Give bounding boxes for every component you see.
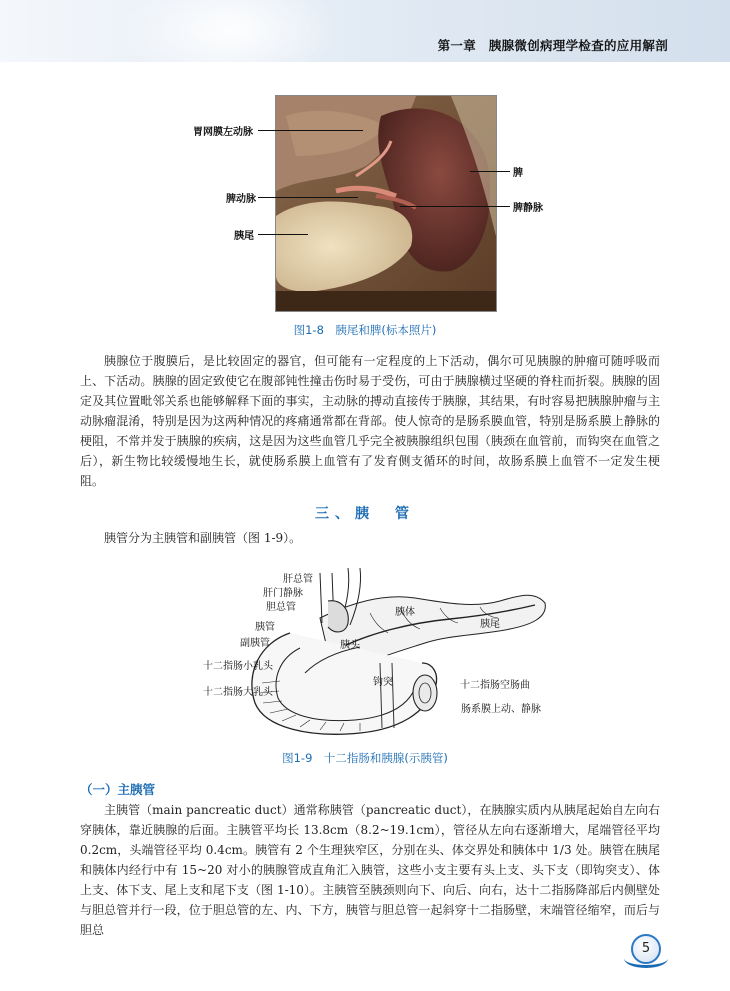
label-splenic-vein: 脾静脉 xyxy=(513,203,543,214)
label-uncinate: 钩突 xyxy=(373,677,393,688)
figure-1-8-caption: 图1-8 胰尾和脾(标本照片) xyxy=(293,323,437,337)
body-paragraph: 主胰管（main pancreatic duct）通常称胰管（pancreatic duct），在胰腺实质内从胰尾起始自左向右穿胰体，靠近胰腺的后面。主胰管平均长 13.8cm（8.2~19.1cm），管径从左向右逐渐增大，尾端管径平均 0.2cm，头端管径平均 0.4cm。胰管有 2 个生理狭窄区，分别在头、体交界处和胰体中 1/3 处。胰管在胰尾和胰体内经行中有 15~20 对小的胰腺管成直角汇入胰管，这些小支主要有头上支、头下支（即钩突支）、体上支、体下支、尾上支和尾下支（图 1-10）。主胰管至胰颈则向下、向后、向右，达十二指肠降部后内侧壁处与胆总管并行一段，位于胆总管的左、内、下方，胰管与胆总管一起斜穿十二指肠壁，末端管径缩窄，而后与胆总 xyxy=(80,803,660,937)
label-pancreas-tail: 胰尾 xyxy=(234,231,254,242)
specimen-photo xyxy=(275,95,497,312)
label-minor-papilla: 十二指肠小乳头 xyxy=(203,661,273,672)
label-bile-duct: 胆总管 xyxy=(266,602,296,613)
leader-line xyxy=(470,171,510,172)
label-major-papilla: 十二指肠大乳头 xyxy=(203,687,273,698)
leader-line xyxy=(400,206,510,207)
label-gastroepiploic-artery: 胃网膜左动脉 xyxy=(193,127,253,138)
label-accessory-duct: 副胰管 xyxy=(240,638,270,649)
duodenum-pancreas-illustration xyxy=(200,563,560,743)
section-title: 三、胰 管 xyxy=(315,506,415,522)
chapter-title: 第一章 胰腺微创病理学检查的应用解剖 xyxy=(437,38,668,53)
page-number: 5 xyxy=(631,934,661,964)
leader-line xyxy=(258,130,363,131)
label-hepatic-duct: 肝总管 xyxy=(283,574,313,585)
label-spleen: 脾 xyxy=(513,168,523,179)
page-header xyxy=(0,0,730,62)
label-portal-vein: 肝门静脉 xyxy=(263,588,303,599)
leader-line xyxy=(258,234,308,235)
intro-text: 胰管分为主胰管和副胰管（图 1-9）。 xyxy=(104,531,302,545)
header-decoration xyxy=(120,0,340,62)
subsection-heading: （一）主胰管 xyxy=(80,782,156,797)
label-pancreas-head: 胰头 xyxy=(340,640,360,651)
label-pancreatic-duct: 胰管 xyxy=(255,622,275,633)
label-splenic-artery: 脾动脉 xyxy=(226,194,256,205)
label-pancreas-tail: 胰尾 xyxy=(480,619,500,630)
label-pancreas-body: 胰体 xyxy=(395,607,415,618)
leader-line xyxy=(258,197,358,198)
body-paragraph: 胰腺位于腹膜后，是比较固定的器官，但可能有一定程度的上下活动，偶尔可见胰腺的肿瘤可随呼吸而上、下活动。胰腺的固定致使它在腹部钝性撞击伤时易于受伤，可由于胰腺横过坚硬的脊柱而折裂。胰腺的固定及其位置毗邻关系也能够解释下面的事实，主动脉的搏动直接传于胰腺，其结果，有时容易把胰腺肿瘤与主动脉瘤混淆，特别是因为这两种情况的疼痛通常都在背部。使人惊奇的是肠系膜血管，特别是肠系膜上静脉的梗阻，不常并发于胰腺的疾病，这是因为这些血管几乎完全被胰腺组织包围（胰颈在血管前，而钩突在血管之后），新生物比较缓慢地生长，就使肠系膜上血管有了发育侧支循环的时间，故肠系膜上血管不一定发生梗阻。 xyxy=(80,354,660,488)
label-duodenojejunal-flexure: 十二指肠空肠曲 xyxy=(460,680,530,691)
page-number-badge xyxy=(622,931,668,967)
figure-1-9-caption: 图1-9 十二指肠和胰腺(示胰管) xyxy=(282,751,448,765)
label-mesenteric-vessels: 肠系膜上动、静脉 xyxy=(461,704,541,715)
